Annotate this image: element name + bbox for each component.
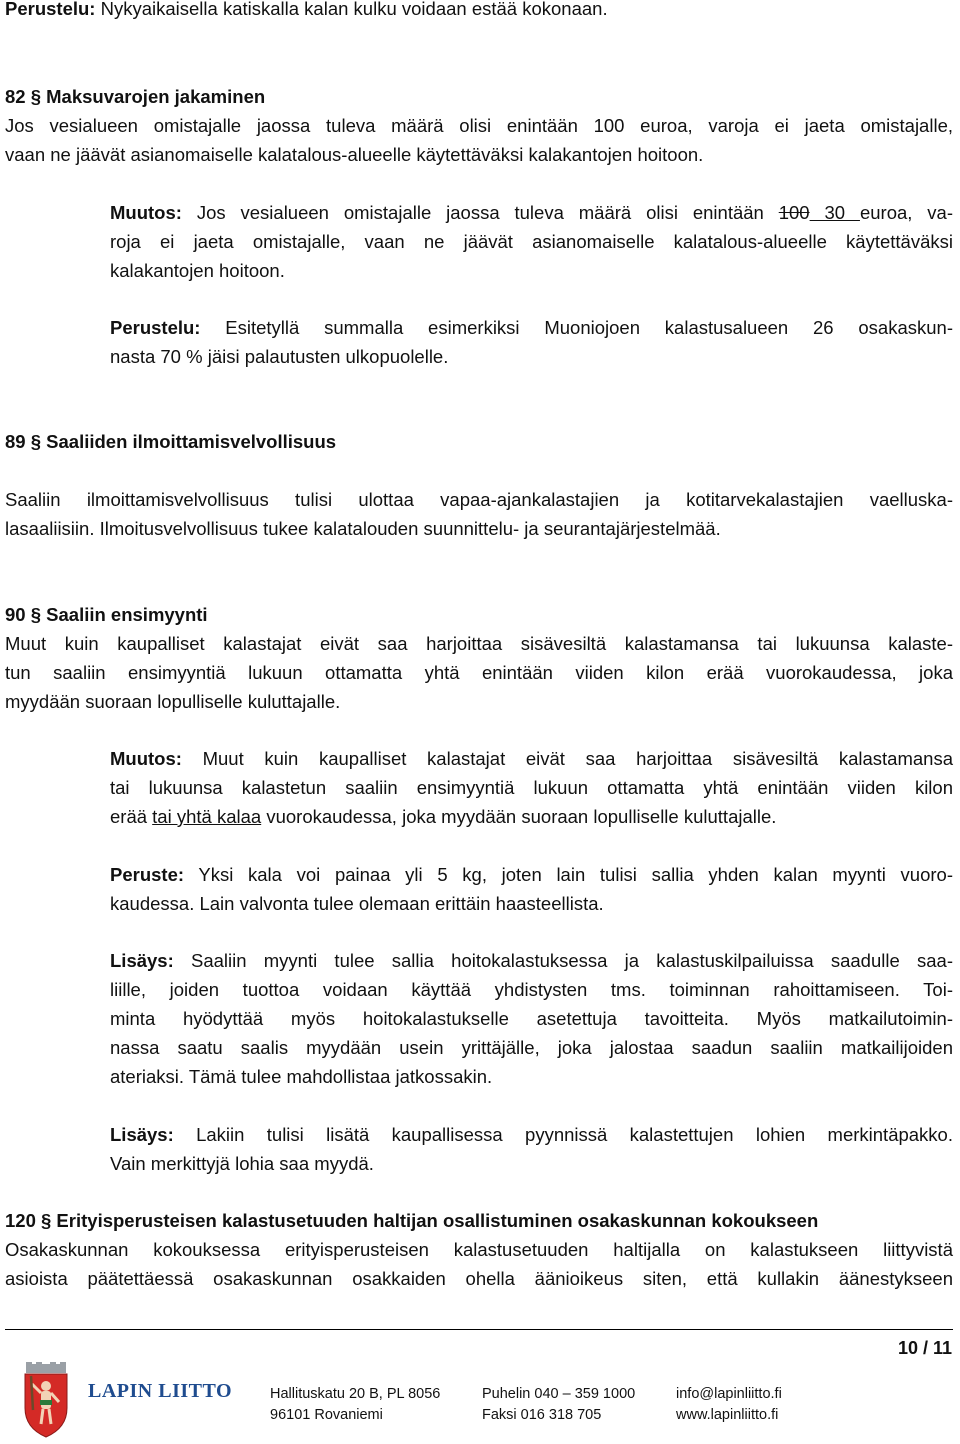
section-90-heading: 90 § Saaliin ensimyynti [5,604,208,625]
muutos-label: Muutos: [110,202,182,223]
section-120 [5,1206,953,1293]
section-82-heading: 82 § Maksuvarojen jakaminen [5,86,266,107]
section-82 [5,82,953,169]
section-89-line: lasaaliisiin. Ilmoitusvelvollisuus tukee kalatalouden suunnittelu- ja seurantajärjestelmää. [5,518,721,539]
section-90-line: myydään suoraan lopulliselle kuluttajalle. [5,691,341,712]
muutos-text: erää [110,806,153,827]
lisays-label: Lisäys: [110,1124,174,1145]
brand-name: LAPIN LIITTO [88,1380,233,1402]
footer-phone [482,1384,635,1426]
lisays-label: Lisäys: [110,950,174,971]
address-line: 96101 Rovaniemi [270,1407,383,1423]
peruste-line: kaudessa. Lain valvonta tulee olemaan erittäin haasteellista. [110,893,604,914]
section-90-peruste [110,860,953,918]
section-120-line: Osakaskunnan kokouksessa erityisperusteisen kalastusetuuden haltijalla on kalastukseen liittyvistä [5,1239,953,1260]
lisays-line [110,946,953,975]
muutos-line: tai lukuunsa kalastetun saaliin ensimyyntiä lukuun ottamatta yhtä enintään viiden kilon [110,777,953,798]
muutos-label: Muutos: [110,748,182,769]
section-90-lisays-1 [110,946,953,1091]
lisays-line: nassa saatu saalis myydään usein yrittäjälle, joka jalostaa saadun saaliin matkailijoiden [110,1037,953,1058]
perustelu-label: Perustelu: [5,0,96,19]
struck-amount: 100 [778,202,810,223]
muutos-line: roja ei jaeta omistajalle, vaan ne jäävät asianomaiselle kalatalous-alueelle käytettäväksi [110,231,953,252]
fax-line: Faksi 016 318 705 [482,1407,602,1423]
perustelu-top [5,0,953,23]
section-90-line: tun saaliin ensimyyntiä lukuun ottamatta yhtä enintään viiden kilon erää vuorokaudessa, joka [5,662,953,683]
peruste-label: Peruste: [110,864,185,885]
footer-address [270,1384,440,1426]
lisays-text: Saaliin myynti tulee sallia hoitokalastuksessa ja kalastuskilpailuissa saadulle saa- [173,950,953,971]
lisays-line: liille, joiden tuottoa voidaan käyttää yhdistysten tms. toiminnan rahoittamiseen. Toi- [110,979,953,1000]
perustelu-line [110,313,953,342]
section-82-line: vaan ne jäävät asianomaiselle kalatalous-alueelle käytettäväksi kalakantojen hoitoon. [5,144,704,165]
lapland-coat-of-arms-icon [22,1362,70,1438]
section-90-lisays-2 [110,1120,953,1178]
peruste-text: Yksi kala voi painaa yli 5 kg, joten lain tulisi sallia yhden kalan myynti vuoro- [184,864,953,885]
inserted-amount: 30 [809,202,860,223]
address-line: Hallituskatu 20 B, PL 8056 [270,1386,441,1402]
phone-line: Puhelin 040 – 359 1000 [482,1386,636,1402]
section-82-muutos [110,198,953,285]
lisays-line: minta hyödyttää myös hoitokalastukselle asetettuja tavoitteita. Myös matkailutoimin- [110,1008,953,1029]
web-link[interactable]: www.lapinliitto.fi [676,1407,779,1423]
lisays-text: Lakiin tulisi lisätä kaupallisessa pyynnissä kalastettujen lohien merkintäpakko. [173,1124,953,1145]
section-89-body [5,485,953,543]
section-82-perustelu [110,313,953,371]
muutos-text: euroa, va- [859,202,953,223]
section-120-line: asioista päätettäessä osakaskunnan osakkaiden ohella äänioikeus siten, että kullakin äänestykseen [5,1268,953,1289]
muutos-text: Muut kuin kaupalliset kalastajat eivät saa harjoittaa sisävesiltä kalastamansa [181,748,953,769]
section-90-muutos [110,744,953,831]
section-89-line: Saaliin ilmoittamisvelvollisuus tulisi ulottaa vapaa-ajankalastajien ja kotitarvekalastajien vaelluska- [5,489,953,510]
muutos-line [110,744,953,773]
muutos-text: vuorokaudessa, joka myydään suoraan lopulliselle kuluttajalle. [261,806,777,827]
muutos-line [110,198,953,227]
section-90 [5,600,953,716]
perustelu-line: nasta 70 % jäisi palautusten ulkopuolelle. [110,346,449,367]
footer-divider [5,1329,953,1330]
lisays-line [110,1120,953,1149]
muutos-text: Jos vesialueen omistajalle jaossa tuleva määrä olisi enintään [181,202,779,223]
muutos-line: kalakantojen hoitoon. [110,260,285,281]
perustelu-text: Nykyaikaisella katiskalla kalan kulku voidaan estää kokonaan. [95,0,608,19]
section-89-heading: 89 § Saaliiden ilmoittamisvelvollisuus [5,431,337,452]
section-90-line: Muut kuin kaupalliset kalastajat eivät saa harjoittaa sisävesiltä kalastamansa tai lukuunsa kalaste- [5,633,953,654]
page-number: 10 / 11 [897,1338,952,1358]
perustelu-text: Esitetyllä summalla esimerkiksi Muoniojoen kalastusalueen 26 osakaskun- [200,317,953,338]
perustelu-label: Perustelu: [110,317,201,338]
inserted-text: tai yhtä kalaa [152,806,262,827]
peruste-line [110,860,953,889]
email-link[interactable]: info@lapinliitto.fi [676,1386,782,1402]
footer-contact [676,1384,782,1426]
muutos-line [110,802,953,831]
lisays-line: ateriaksi. Tämä tulee mahdollistaa jatkossakin. [110,1066,493,1087]
section-82-line: Jos vesialueen omistajalle jaossa tuleva määrä olisi enintään 100 euroa, varoja ei jaeta omistajalle, [5,115,953,136]
section-120-heading: 120 § Erityisperusteisen kalastusetuuden haltijan osallistuminen osakaskunnan kokoukseen [5,1210,819,1231]
lisays-line: Vain merkittyjä lohia saa myydä. [110,1153,374,1174]
